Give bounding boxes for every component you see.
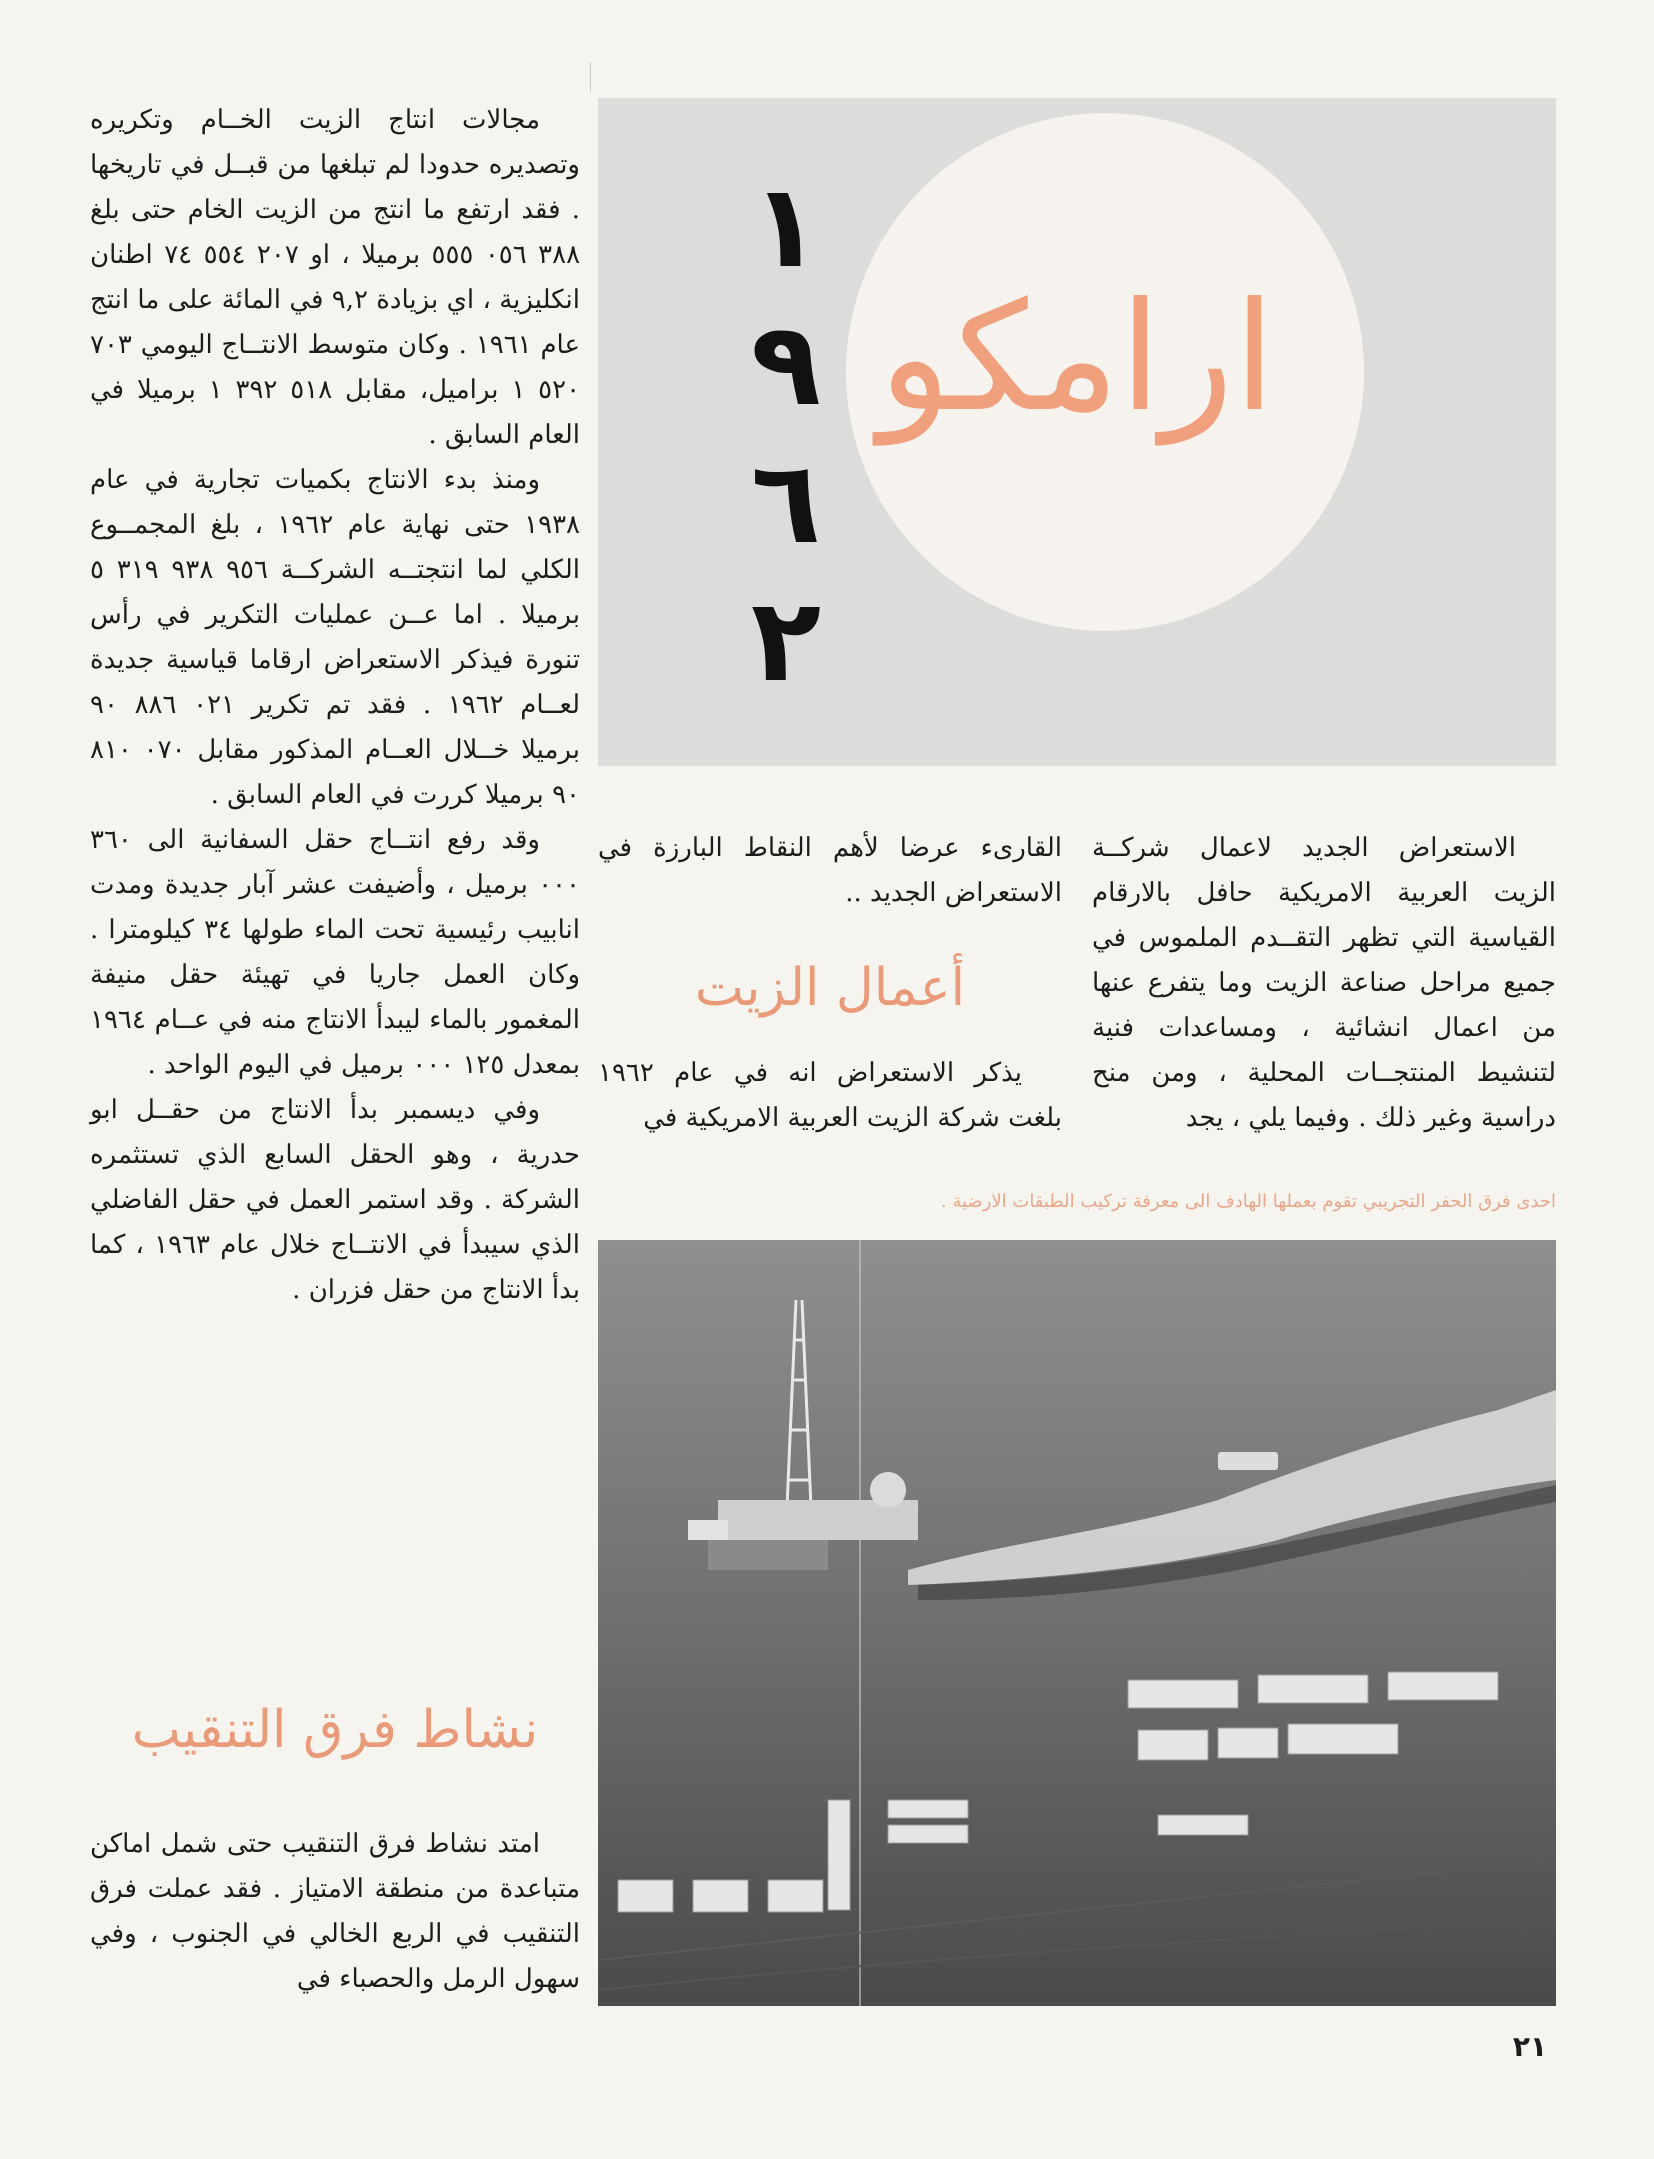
year-digit: ٢ <box>750 574 822 708</box>
middle-column <box>598 826 1062 1141</box>
exploration-paragraph: امتد نشاط فرق التنقيب حتى شمل اماكن متباعدة من منطقة الامتياز . فقد عملت فرق التنقيب في الربع الخالي في الجنوب ، وفي سهول الرمل والحصباء في <box>90 1829 580 1994</box>
year-digit: ٩ <box>750 298 822 432</box>
section-heading-exploration-teams: نشاط فرق التنقيب <box>131 1700 539 1760</box>
year-digit: ٦ <box>750 436 822 570</box>
intro-column <box>1092 826 1556 1141</box>
left-paragraph-3: وقد رفع انتــاج حقل السفانية الى ٣٦٠ ٠٠٠ برميل ، وأضيفت عشر آبار جديدة ومدت انابيب رئيسية تحت الماء طولها ٣٤ كيلومترا . وكان العمل جاريا في تهيئة حقل منيفة المغمور بالماء ليبدأ الانتاج منه في عــام ١٩٦٤ بمعدل ١٢٥ ٠٠٠ برميل في اليوم الواحد . <box>90 825 581 1080</box>
hero-calligraphy-title: ارامكو <box>878 271 1276 445</box>
left-paragraph-2: ومنذ بدء الانتاج بكميات تجارية في عام ١٩٣٨ حتى نهاية عام ١٩٦٢ ، بلغ المجمــوع الكلي لما انتجتــه الشركــة ٩٥٦ ٩٣٨ ٣١٩ ٥ برميلا . اما عــن عمليات التكرير في رأس تنورة فيذكر الاستعراض ارقاما قياسية جديدة لعــام ١٩٦٢ . فقد تم تكرير ٠٢١ ٨٨٦ ٩٠ برميلا خــلال العــام المذكور مقابل ٠٧٠ ٨١٠ ٩٠ برميلا كررت في العام السابق . <box>90 465 581 810</box>
hero-banner <box>598 98 1556 766</box>
left-column-bottom <box>90 1822 580 2002</box>
section-heading-oil-operations: أعمال الزيت <box>694 958 966 1018</box>
top-rule <box>590 62 591 92</box>
photo-caption: احدى فرق الحفر التجريبي تقوم بعملها الهادف الى معرفة تركيب الطبقات الارضية . <box>940 1191 1556 1212</box>
left-column <box>90 98 580 1313</box>
hero-year <box>726 158 846 710</box>
middle-lead-paragraph: القارىء عرضا لأهم النقاط البارزة في الاستعراض الجديد .. <box>598 833 1062 908</box>
year-digit: ١ <box>750 160 822 294</box>
aerial-drilling-site-photo <box>598 1240 1556 2006</box>
oil-operations-paragraph: يذكر الاستعراض انه في عام ١٩٦٢ بلغت شركة الزيت العربية الامريكية في <box>598 1058 1062 1133</box>
left-paragraph-4: وفي ديسمبر بدأ الانتاج من حقــل ابو حدرية ، وهو الحقل السابع الذي تستثمره الشركة . وقد استمر العمل في حقل الفاضلي الذي سيبدأ في الانتــاج خلال عام ١٩٦٣ ، كما بدأ الانتاج من حقل فزران . <box>90 1095 580 1305</box>
left-paragraph-1: مجالات انتاج الزيت الخــام وتكريره وتصديره حدودا لم تبلغها من قبــل في تاريخها . فقد ارتفع ما انتج من الزيت الخام حتى بلغ ٣٨٨ ٠٥٦ ٥٥٥ برميلا ، او ٢٠٧ ٥٥٤ ٧٤ اطنان انكليزية ، اي بزيادة ٩,٢ في المائة على ما انتج عام ١٩٦١ . وكان متوسط الانتــاج اليومي ٧٠٣ ٥٢٠ ١ براميل، مقابل ٥١٨ ٣٩٢ ١ برميلا في العام السابق . <box>90 105 581 450</box>
page-number: ٢١ <box>1512 2030 1548 2063</box>
intro-paragraph: الاستعراض الجديد لاعمال شركــة الزيت العربية الامريكية حافل بالارقام القياسية التي تظهر التقــدم الملموس في جميع مراحل صناعة الزيت وما يتفرع عنها من اعمال انشائية ، ومساعدات فنية لتنشيط المنتجــات المحلية ، ومن منح دراسية وغير ذلك . وفيما يلي ، يجد <box>1092 833 1556 1133</box>
photo-illustration <box>598 1240 1556 2006</box>
